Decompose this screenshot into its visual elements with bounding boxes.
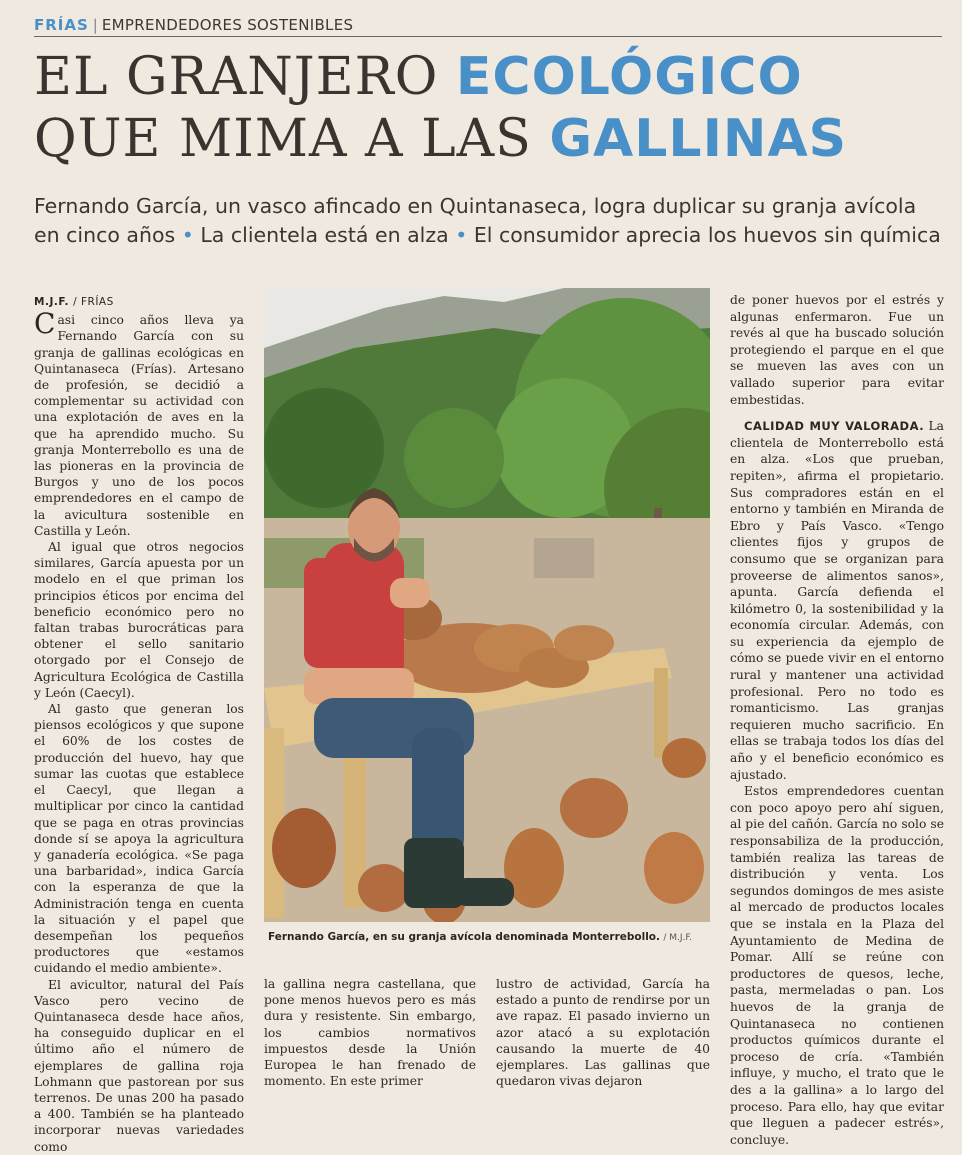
paragraph-1 (34, 307, 244, 539)
section-subtitle: EMPRENDEDORES SOSTENIBLES (101, 16, 354, 34)
column-4-paragraph-2 (730, 418, 944, 783)
section-divider: | (92, 16, 98, 34)
byline-author: M.J.F. (34, 296, 69, 308)
paragraph-1-text: asi cinco años lleva ya Fernando García con su granja de gallinas ecológicas en Quintanaseca (Frías). Artesano de profesión, se decidió a complementar su actividad con una explotación de aves en la que ha aprendido mucho. Su granja Monterrebollo es una de las pioneras en la provincia de Burgos y uno de los pocos emprendedores en el campo de la avicultura sostenible en Castilla y León. (34, 313, 244, 538)
deck-bullet-2: • (455, 223, 468, 247)
deck-bullet-1: • (181, 223, 194, 247)
article-column-1 (34, 294, 244, 1155)
headline-line2-blue: GALLINAS (549, 109, 848, 169)
column-3-text: lustro de actividad, García ha estado a punto de rendirse por un ave rapaz. El pasado invierno un azor atacó a su explotación causando la muerte de 40 ejemplares. Las gallinas que quedaron vivas dejaron (496, 977, 710, 1089)
article-column-3 (496, 976, 710, 1089)
drop-cap: C (34, 307, 56, 341)
paragraph-4: El avicultor, natural del País Vasco pero vecino de Quintanaseca desde hace años, ha conseguido duplicar en el último año el número de ejemplares de gallina roja Lohmann que pastorean por sus terrenos. De unas 200 ha pasado a 400. También se ha planteado incorporar nuevas variedades como (34, 977, 244, 1154)
article-photo (264, 288, 710, 922)
headline-line-1 (34, 46, 954, 108)
deck-part-1: Fernando García, un vasco afincado en Quintanaseca, logra duplicar su granja avícola en cinco años (34, 194, 917, 247)
deck-part-3: El consumidor aprecia los huevos sin química (473, 223, 941, 247)
column-4-paragraph-3: Estos emprendedores cuentan con poco apoyo pero ahí siguen, al pie del cañón. García no solo se responsabiliza de la producción, también realiza las tareas de distribución y venta. Los segundos domingos de mes asiste al mercado de productos locales que se instala en la Plaza del Ayuntamiento de Medina de Pomar. Allí se reúne con productores de quesos, leche, pasta, mermeladas o pan. Los huevos de la granja de Quintanaseca no contienen productos químicos durante el proceso de cría. «También influye, y mucho, el trato que le des a la gallina» a lo largo del proceso. Para ello, hay que evitar que lleguen a padecer estrés», concluye. (730, 784, 944, 1147)
paragraph-2: Al igual que otros negocios similares, García apuesta por un modelo en el que priman los principios éticos por encima del beneficio económico pero no faltan trabas burocráticas para obtener el sello sanitario otorgado por el Consejo de Agricultura Ecológica de Castilla y León (Caecyl). (34, 540, 244, 700)
headline-line1-dark: EL GRANJERO (34, 47, 439, 107)
section-name: FRÍAS (34, 16, 89, 34)
column-4-paragraph-2-text: La clientela de Monterrebollo está en alza. «Los que prueban, repiten», afirma el propietario. Sus compradores están en el entorno y también en Miranda de Ebro y País Vasco. «Tengo clientes fijos y grupos de consumo que se organizan para proveerse de alimentos sanos», apunta. García defienda el kilómetro 0, la sostenibilidad y la economía circular. Además, con su experiencia da ejemplo de cómo se puede vivir en el entorno rural y mantener una actividad profesional. Pero no todo es romanticismo. Las granjas requieren mucho sacrificio. En ellas se trabaja todos los días del año y el beneficio económico es ajustado. (730, 419, 944, 782)
caption-text: Fernando García, en su granja avícola denominada Monterrebollo. (268, 931, 661, 943)
deck (34, 192, 944, 250)
article-column-2 (264, 976, 476, 1089)
article-column-4 (730, 292, 944, 1148)
byline (34, 294, 244, 310)
headline-line1-blue: ECOLÓGICO (455, 47, 803, 107)
farmer-photo-illustration (264, 288, 710, 922)
section-header (34, 14, 942, 37)
headline-line-2 (34, 108, 954, 170)
byline-location: / FRÍAS (73, 296, 114, 308)
caption-credit: / M.J.F. (663, 933, 692, 943)
deck-part-2: La clientela está en alza (200, 223, 449, 247)
column-4-paragraph-1: de poner huevos por el estrés y algunas enfermaron. Fue un revés al que ha buscado solución protegiendo el parque en el que se mueven las aves con un vallado superior para evitar embestidas. (730, 293, 944, 407)
column-2-text: la gallina negra castellana, que pone menos huevos pero es más dura y resistente. Sin embargo, los cambios normativos impuestos desde la Unión Europea le han frenado de momento. En este primer (264, 977, 476, 1089)
section-subhead: CALIDAD MUY VALORADA. (744, 419, 925, 434)
photo-caption (268, 930, 712, 945)
paragraph-3: Al gasto que generan los piensos ecológicos y que supone el 60% de los costes de producción del huevo, hay que sumar las cuotas que establece el Caecyl, que llegan a multiplicar por cinco la cantidad que se paga en otras provincias donde sí se apoya la agricultura y ganadería ecológica. «Se paga una barbaridad», indica García con la esperanza de que la Administración tenga en cuenta la situación y el papel que desempeñan los pequeños productores que «estamos cuidando el medio ambiente». (34, 702, 244, 976)
headline (34, 46, 954, 170)
headline-line2-dark: QUE MIMA A LAS (34, 109, 532, 169)
